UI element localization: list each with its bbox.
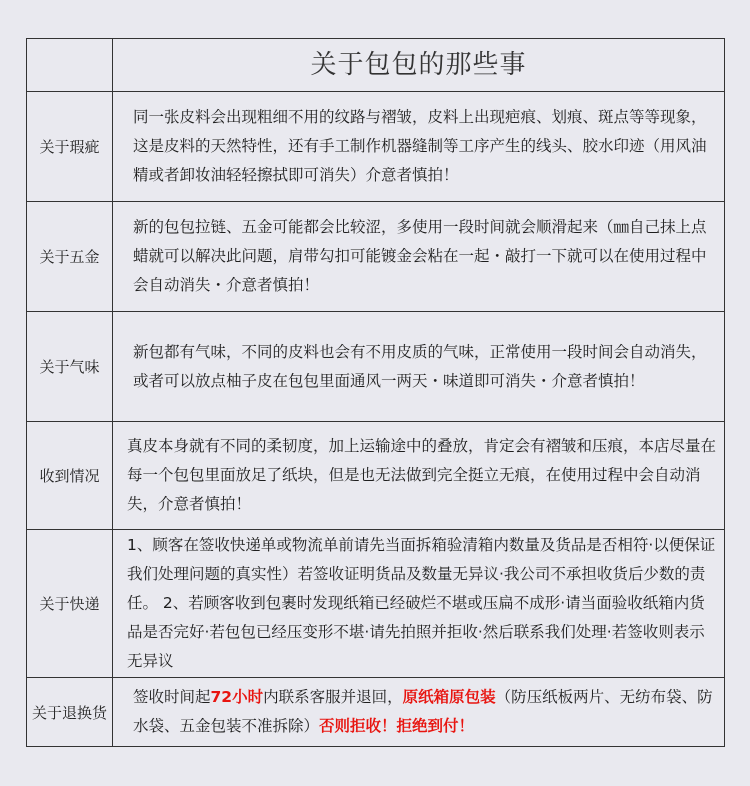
row-content bbox=[113, 678, 724, 746]
row-content bbox=[113, 202, 724, 311]
table-title: 关于包包的那些事 bbox=[310, 49, 527, 80]
table-row bbox=[27, 201, 724, 311]
row-text: 真皮本身就有不同的柔韧度，加上运输途中的叠放，肯定会有褶皱和压痕，本店尽量在每一个包包里面放足了纸块，但是也无法做到完全挺立无痕，在使用过程中会自动消失，介意者慎拍！ bbox=[127, 437, 717, 513]
row-text: 1、顾客在签收快递单或物流单前请先当面拆箱验清箱内数量及货品是否相符·以便保证我们处理问题的真实性）若签收证明货品及数量无异议·我公司不承担收货后少数的责任。 2、若顾客收到包裹时发现纸箱已经破烂不堪或压扁不成形·请当面验收纸箱内货品是否完好·若包包已经压变形不堪·请先拍照并拒收·然后联系我们处理·若签收则表示无异议 bbox=[127, 536, 716, 670]
row-label: 关于退换货 bbox=[27, 678, 113, 746]
row-content bbox=[113, 92, 724, 201]
return-highlight-original-box: 原纸箱原包装 bbox=[402, 688, 496, 706]
row-label: 收到情况 bbox=[27, 422, 113, 529]
row-content bbox=[113, 422, 724, 529]
row-content bbox=[113, 312, 724, 421]
title-label-cell bbox=[27, 39, 113, 91]
return-highlight-72h: 72小时 bbox=[210, 688, 264, 706]
table-row bbox=[27, 311, 724, 421]
return-text-segment: 签收时间起 bbox=[133, 688, 211, 706]
row-label: 关于五金 bbox=[27, 202, 113, 311]
row-label: 关于气味 bbox=[27, 312, 113, 421]
row-label: 关于瑕疵 bbox=[27, 92, 113, 201]
table-row bbox=[27, 91, 724, 201]
row-text: 新的包包拉链、五金可能都会比较涩，多使用一段时间就会顺滑起来（㎜自己抹上点蜡就可以解决此问题，肩带勾扣可能镀金会粘在一起・敲打一下就可以在使用过程中会自动消失・介意者慎拍！ bbox=[133, 218, 707, 294]
return-text-segment: 内联系客服并退回， bbox=[263, 688, 403, 706]
table-row bbox=[27, 529, 724, 677]
row-text: 新包都有气味，不同的皮料也会有不用皮质的气味，正常使用一段时间会自动消失，或者可以放点柚子皮在包包里面通风一两天・味道即可消失・介意者慎拍！ bbox=[133, 342, 707, 390]
row-text bbox=[133, 683, 716, 741]
return-text-segment: （防压纸板两片、无纺布袋、防水袋、五金包装不准拆除） bbox=[133, 688, 713, 735]
info-table bbox=[26, 38, 725, 747]
title-row bbox=[27, 39, 724, 91]
return-highlight-refuse: 否则拒收！拒绝到付！ bbox=[319, 717, 475, 735]
row-text: 同一张皮料会出现粗细不用的纹路与褶皱，皮料上出现疤痕、划痕、斑点等等现象，这是皮料的天然特性，还有手工制作机器缝制等工序产生的线头、胶水印迹（用风油精或者卸妆油轻轻擦拭即可消失）介意者慎拍！ bbox=[133, 108, 707, 184]
table-row bbox=[27, 677, 724, 746]
row-content bbox=[113, 530, 724, 677]
row-label: 关于快递 bbox=[27, 530, 113, 677]
table-row bbox=[27, 421, 724, 529]
